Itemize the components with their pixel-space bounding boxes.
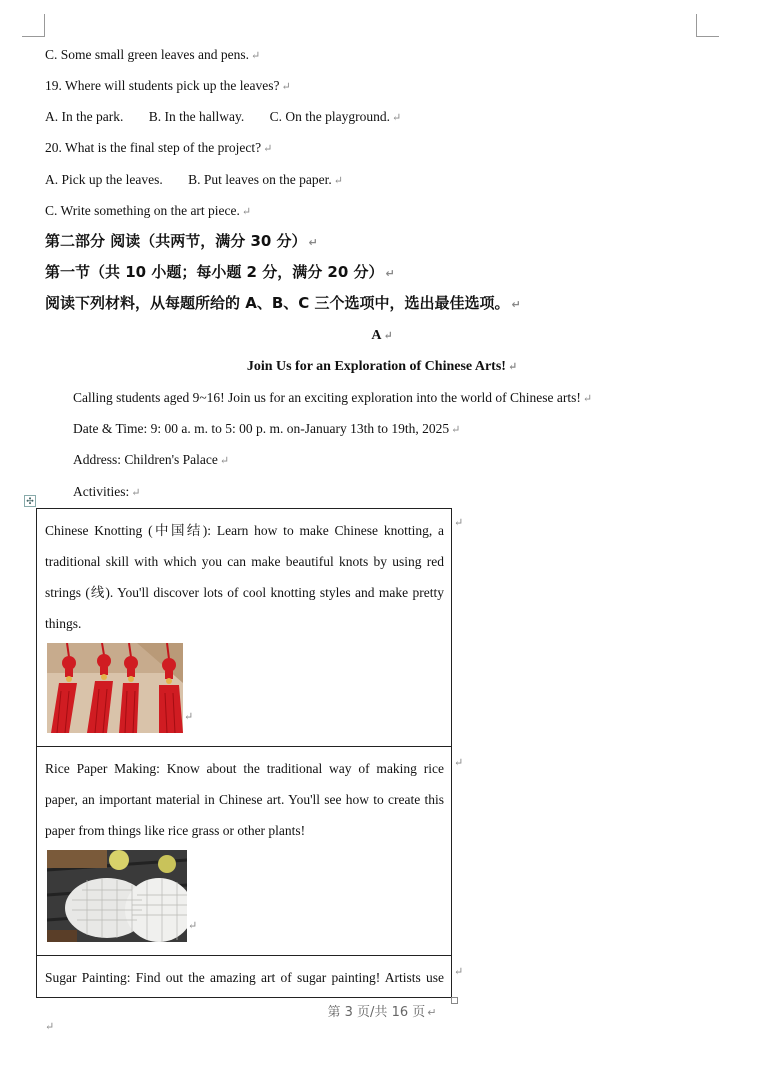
activity-cell-rice-paper [37, 747, 452, 956]
table-row [37, 956, 452, 998]
activities-label: Activities: ↵ [73, 484, 141, 499]
q19-question: 19. Where will students pick up the leaves? ↵ [45, 78, 291, 93]
activity-text-knotting: Chinese Knotting (中国结): Learn how to make Chinese knotting, a traditional skill with which you can make beautiful knots by using red strings (线). You'll discover lots of cool knotting styles and make pretty things. [45, 523, 444, 631]
passage-label: A ↵ [371, 328, 393, 343]
section-part2-heading: 第二部分 阅读（共两节，满分 30 分） ↵ [45, 232, 318, 250]
chinese-knot-photo [47, 643, 183, 733]
section-1-heading: 第一节（共 10 小题；每小题 2 分，满分 20 分） ↵ [45, 263, 395, 281]
activity-cell-knotting [37, 509, 452, 747]
q19-option-c: C. On the playground. [269, 109, 390, 124]
page-footer: 第 3 页/共 16 页 ↵ [327, 1005, 437, 1020]
q20-options: A. Pick up the leaves. B. Put leaves on the paper. ↵ [45, 172, 343, 187]
q20-question: 20. What is the final step of the project? ↵ [45, 140, 273, 155]
cell-end-mark: ↵ [454, 757, 464, 769]
paragraph-mark: ↵ [184, 711, 194, 723]
table-move-handle-icon[interactable]: ✣ [24, 495, 36, 507]
passage-intro: Calling students aged 9~16! Join us for an exciting exploration into the world of Chinese arts! ↵ [73, 390, 593, 405]
paragraph-mark: ↵ [188, 920, 198, 932]
activity-text-sugar-painting: Sugar Painting: Find out the amazing art of sugar painting! Artists use [45, 970, 444, 985]
cell-end-mark: ↵ [454, 966, 464, 978]
passage-title: Join Us for an Exploration of Chinese Arts! ↵ [246, 359, 518, 374]
q20-option-a: A. Pick up the leaves. [45, 172, 163, 187]
q20-option-b: B. Put leaves on the paper. [188, 172, 332, 187]
instruction-text: 阅读下列材料，从每题所给的 A、B、C 三个选项中，选出最佳选项。 ↵ [45, 294, 521, 312]
q19-options: A. In the park. B. In the hallway. C. On the playground. ↵ [45, 109, 402, 124]
q19-option-a: A. In the park. [45, 109, 124, 124]
q20-option-c: C. Write something on the art piece. ↵ [45, 203, 252, 218]
rice-paper-photo [47, 850, 187, 942]
table-row [37, 747, 452, 956]
table-row [37, 509, 452, 747]
corner-mark-right [696, 14, 719, 37]
q18-option-c: C. Some small green leaves and pens. ↵ [45, 47, 261, 62]
activity-text-rice-paper: Rice Paper Making: Know about the traditional way of making rice paper, an important material in Chinese art. You'll see how to create this paper from things like rice grass or other plants! [45, 761, 444, 838]
passage-date-time: Date & Time: 9: 00 a. m. to 5: 00 p. m. on-January 13th to 19th, 2025 ↵ [73, 421, 461, 436]
cell-end-mark: ↵ [454, 517, 464, 529]
q19-option-b: B. In the hallway. [148, 109, 245, 124]
corner-mark-left [22, 14, 45, 37]
activities-table [36, 508, 452, 998]
activity-cell-sugar-painting [37, 956, 452, 998]
passage-address: Address: Children's Palace ↵ [73, 452, 230, 467]
paragraph-mark: ↵ [45, 1021, 55, 1033]
